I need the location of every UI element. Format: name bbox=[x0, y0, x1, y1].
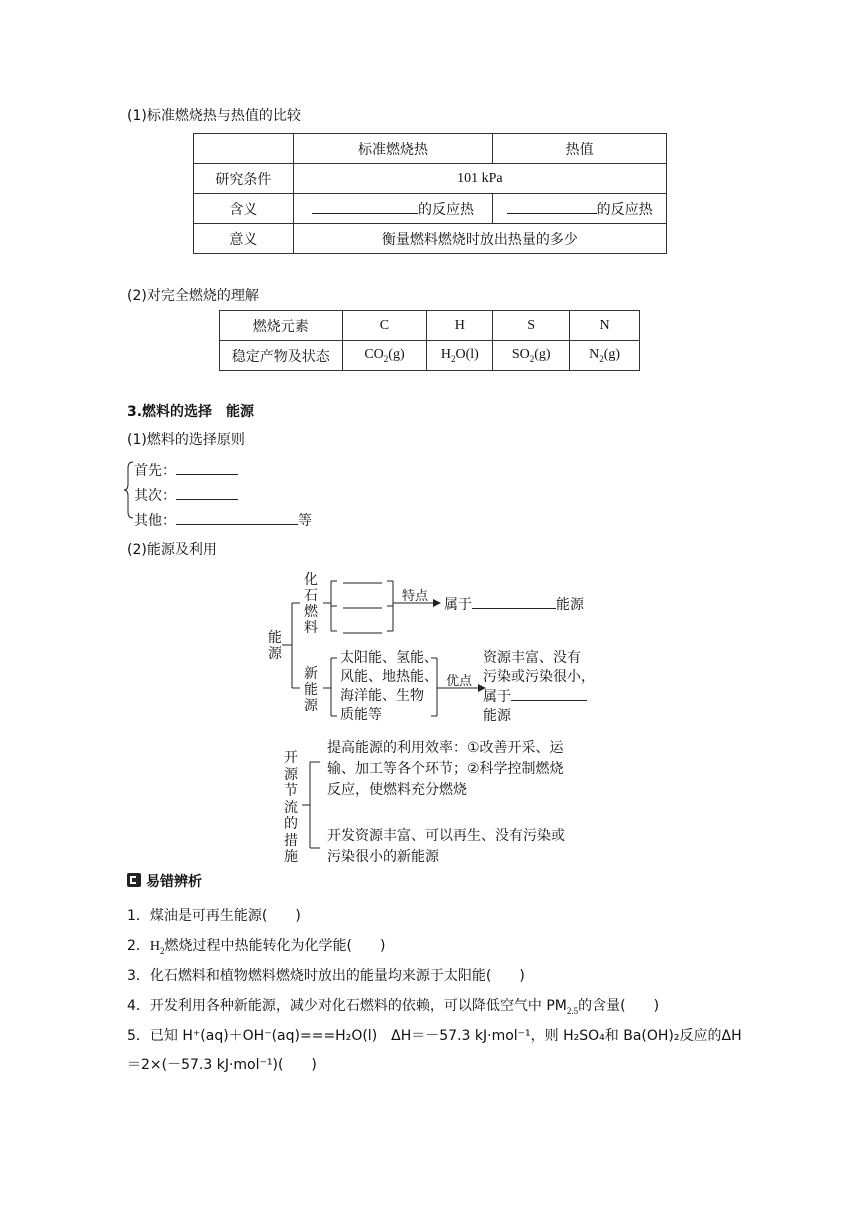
new-energy-advantage-label: 优点 bbox=[446, 674, 473, 689]
error-section-title: 易错辨析 bbox=[146, 874, 202, 890]
answer-blank[interactable] bbox=[472, 595, 556, 609]
error-question-1: 1．煤油是可再生能源( ) bbox=[127, 908, 301, 924]
row-label-element: 燃烧元素 bbox=[220, 311, 343, 341]
section3-heading: 3.燃料的选择 能源 bbox=[127, 404, 255, 420]
principles-heading: (1)燃料的选择原则 bbox=[127, 432, 245, 448]
significance-value: 衡量燃料燃烧时放出热量的多少 bbox=[293, 224, 666, 254]
diagram-root-label: 能源 bbox=[268, 630, 282, 662]
product-so2: $SO_2(g)$ bbox=[493, 341, 570, 371]
principle-second: 其次： bbox=[134, 485, 238, 505]
meaning-suffix: 的反应热 bbox=[417, 201, 474, 218]
error-question-3: 3．化石燃料和植物燃料燃烧时放出的能量均来源于太阳能( ) bbox=[127, 968, 525, 984]
answer-blank[interactable] bbox=[511, 687, 587, 701]
new-energy-result: 资源丰富、没有 污染或污染很小， 属于 能源 bbox=[483, 650, 595, 724]
measure-efficiency: 提高能源的利用效率：①改善开采、运 输、加工等各个环节；②科学控制燃烧 反应，使燃料充分燃烧 bbox=[327, 740, 564, 798]
error-question-4: 4．开发利用各种新能源，减少对化石燃料的依赖，可以降低空气中 $PM_{2.5}$的含量( ) bbox=[127, 998, 660, 1016]
new-energy-label: 新能源 bbox=[304, 666, 318, 714]
section1-heading: (1)标准燃烧热与热值的比较 bbox=[127, 108, 301, 124]
meaning-suffix: 的反应热 bbox=[596, 201, 653, 218]
section2-heading: (2)对完全燃烧的理解 bbox=[127, 288, 259, 304]
error-question-5-line1: 5．已知 H⁺(aq)＋OH⁻(aq)===H₂O(l) ΔH＝－57.3 kJ·mol⁻¹，则 H₂SO₄和 Ba(OH)₂反应的ΔH bbox=[127, 1028, 742, 1044]
element-h: H bbox=[427, 311, 493, 341]
table-header-combustion: 标准燃烧热 bbox=[293, 134, 493, 164]
error-section-icon bbox=[127, 873, 141, 887]
fossil-belongs: 属于 能源 bbox=[444, 597, 584, 613]
product-h2o: $H_2O(l)$ bbox=[427, 341, 493, 371]
principle-other: 其他： 等 bbox=[134, 513, 312, 529]
new-energy-items: 太阳能、氢能、 风能、地热能、 海洋能、生物 质能等 bbox=[340, 650, 438, 723]
row-label-meaning: 含义 bbox=[194, 194, 294, 224]
condition-value: 101 kPa bbox=[293, 164, 666, 194]
row-label-significance: 意义 bbox=[194, 224, 294, 254]
error-question-5-line2: ＝2×(－57.3 kJ·mol⁻¹)( ) bbox=[127, 1057, 317, 1073]
energy-heading: (2)能源及利用 bbox=[127, 542, 217, 558]
product-n2: $N_2(g)$ bbox=[570, 341, 640, 371]
error-question-2: 2．$H_2$燃烧过程中热能转化为化学能( ) bbox=[127, 938, 386, 956]
measures-label: 开源节流的措施 bbox=[284, 750, 298, 865]
element-s: S bbox=[493, 311, 570, 341]
element-c: C bbox=[342, 311, 427, 341]
fossil-fuel-label: 化石燃料 bbox=[304, 572, 318, 636]
element-n: N bbox=[570, 311, 640, 341]
principle-first: 首先： bbox=[134, 460, 238, 480]
table-header-heat-value: 热值 bbox=[493, 134, 667, 164]
measure-new-energy: 开发资源丰富、可以再生、没有污染或 污染很小的新能源 bbox=[327, 828, 565, 865]
product-co2: $CO_2(g)$ bbox=[342, 341, 427, 371]
row-label-product: 稳定产物及状态 bbox=[220, 341, 343, 371]
fossil-feature-label: 特点 bbox=[402, 589, 429, 604]
row-label-condition: 研究条件 bbox=[194, 164, 294, 194]
